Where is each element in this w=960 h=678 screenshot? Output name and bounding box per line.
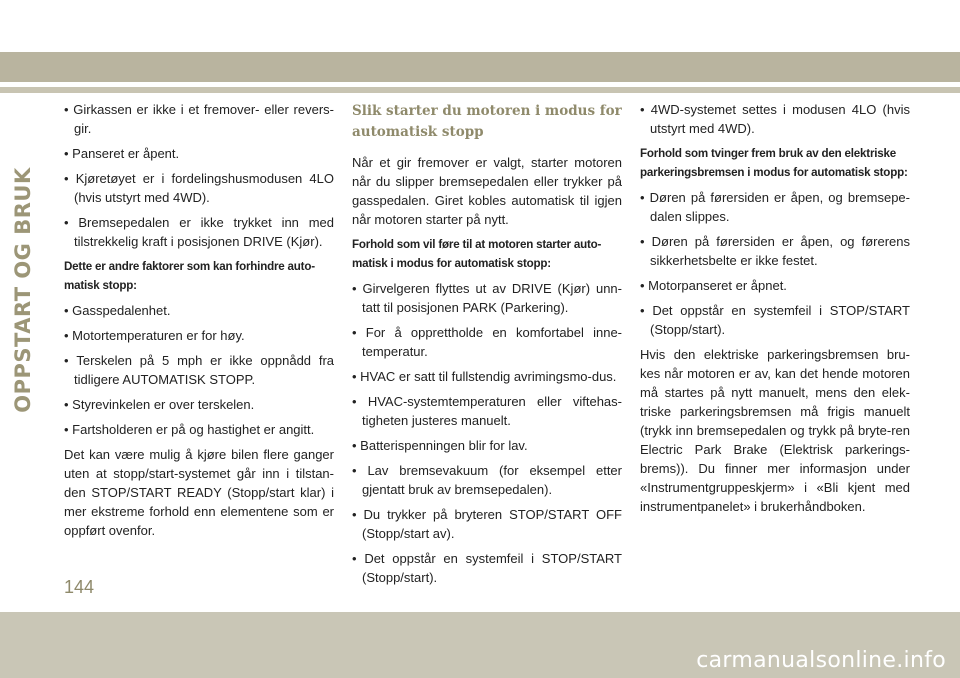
list-item: • Batterispenningen blir for lav.	[352, 436, 622, 455]
list-item: • HVAC-systemtemperaturen eller viftehas-tigheten justeres manuelt.	[352, 392, 622, 430]
list-item: • 4WD-systemet settes i modusen 4LO (hvis utstyrt med 4WD).	[640, 100, 910, 138]
section-side-title-text: OPPSTART OG BRUK	[11, 167, 35, 413]
list-item: • Girvelgeren flyttes ut av DRIVE (Kjør) unn-tatt til posisjonen PARK (Parkering).	[352, 279, 622, 317]
list-item: • Døren på førersiden er åpen, og bremsepe-dalen slippes.	[640, 188, 910, 226]
list-item: • Bremsepedalen er ikke trykket inn med tilstrekkelig kraft i posisjonen DRIVE (Kjør).	[64, 213, 334, 251]
list-item: • Girkassen er ikke i et fremover- eller revers-gir.	[64, 100, 334, 138]
list-item: • Lav bremsevakuum (for eksempel etter gjentatt bruk av bremsepedalen).	[352, 461, 622, 499]
header-rule	[0, 87, 960, 93]
subheading: Forhold som tvinger frem bruk av den elektriske parkeringsbremsen i modus for automatisk stopp:	[640, 147, 908, 179]
list-item: • Du trykker på bryteren STOP/START OFF (Stopp/start av).	[352, 505, 622, 543]
section-heading: Slik starter du motoren i modus for automatisk stopp	[352, 103, 622, 140]
page-number: 144	[64, 577, 95, 597]
header-band	[0, 52, 960, 82]
list-item: • Kjøretøyet er i fordelingshusmodusen 4LO (hvis utstyrt med 4WD).	[64, 169, 334, 207]
list-item: • Styrevinkelen er over terskelen.	[64, 395, 334, 414]
list-item: • Døren på førersiden er åpen, og førerens sikkerhetsbelte er ikke festet.	[640, 232, 910, 270]
body-paragraph: Hvis den elektriske parkeringsbremsen bru-kes når motoren er av, kan det hende motoren må startes på nytt manuelt, mens den elek-triske parkeringsbremsen må frigis manuelt (trykk inn bremsepedalen og trykk på bryte-ren Electric Park Brake (Elektrisk parkerings-brems)). Du finner mer informasjon under «Instrumentgruppeskjerm» i «Bli kjent med instrumentpanelet» i brukerhåndboken.	[640, 347, 910, 514]
body-paragraph: Det kan være mulig å kjøre bilen flere ganger uten at stopp/start-systemet går inn i tilstan-den STOP/START READY (Stopp/start klar) i mer ekstreme forhold enn elementene som er oppført ovenfor.	[64, 447, 334, 538]
list-item: • Gasspedalenhet.	[64, 301, 334, 320]
list-item: • Det oppstår en systemfeil i STOP/START (Stopp/start).	[640, 301, 910, 339]
list-item: • Fartsholderen er på og hastighet er angitt.	[64, 420, 334, 439]
column-middle	[352, 100, 622, 593]
list-item: • Motorpanseret er åpnet.	[640, 276, 910, 295]
list-item: • Det oppstår en systemfeil i STOP/START (Stopp/start).	[352, 549, 622, 587]
column-right	[640, 100, 910, 522]
subheading: Dette er andre faktorer som kan forhindre auto-matisk stopp:	[64, 260, 315, 292]
column-left	[64, 100, 334, 546]
list-item: • Motortemperaturen er for høy.	[64, 326, 334, 345]
list-item: • Terskelen på 5 mph er ikke oppnådd fra tidligere AUTOMATISK STOPP.	[64, 351, 334, 389]
list-item: • HVAC er satt til fullstendig avrimingsmo-dus.	[352, 367, 622, 386]
watermark-text: carmanualsonline.info	[696, 648, 946, 673]
list-item: • For å opprettholde en komfortabel inne-temperatur.	[352, 323, 622, 361]
subheading: Forhold som vil føre til at motoren starter auto-matisk i modus for automatisk stopp:	[352, 238, 602, 270]
body-paragraph: Når et gir fremover er valgt, starter motoren når du slipper bremsepedalen eller trykker på gasspedalen. Giret kobles automatisk til igjen når motoren starter på nytt.	[352, 155, 622, 227]
list-item: • Panseret er åpent.	[64, 144, 334, 163]
